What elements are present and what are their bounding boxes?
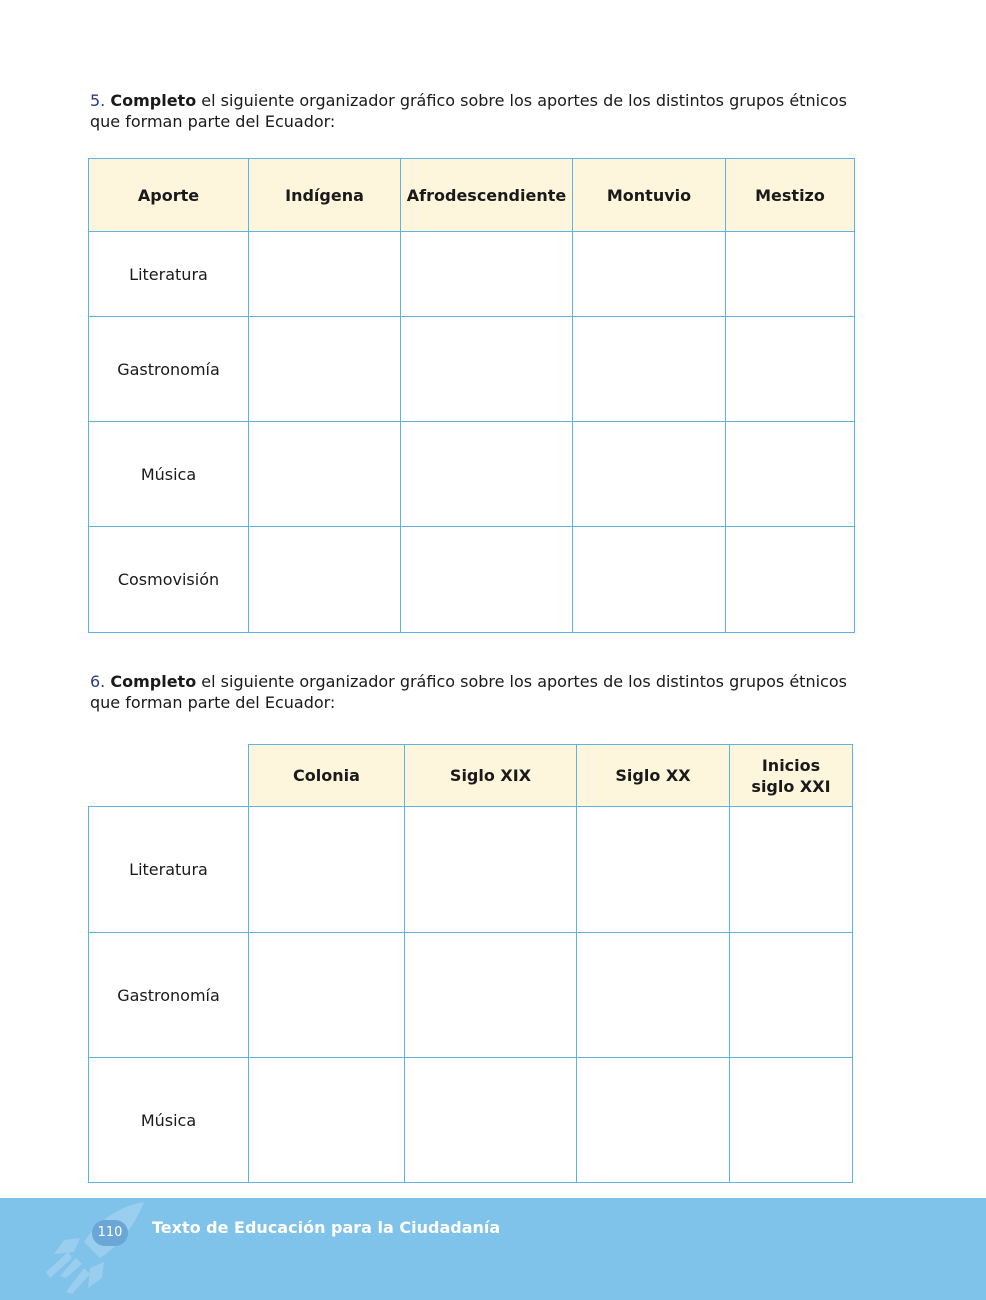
table-header-row <box>89 745 853 807</box>
ethnic-contributions-table <box>88 158 855 633</box>
table-header-row <box>89 159 855 232</box>
answer-cell[interactable] <box>249 933 405 1058</box>
answer-cell[interactable] <box>577 807 730 933</box>
row-label-musica: Música <box>89 422 249 527</box>
row-label-gastronomia: Gastronomía <box>89 933 249 1058</box>
row-label-musica: Música <box>89 1058 249 1183</box>
exercise-6-instruction <box>90 671 870 713</box>
table-row <box>89 933 853 1058</box>
answer-cell[interactable] <box>401 317 573 422</box>
exercise-5-text: el siguiente organizador gráfico sobre los aportes de los distintos grupos étnicos que forman parte del Ecuador: <box>90 91 847 131</box>
answer-cell[interactable] <box>726 527 855 633</box>
header-mestizo: Mestizo <box>726 159 855 232</box>
answer-cell[interactable] <box>249 422 401 527</box>
rocket-icon <box>40 1198 160 1300</box>
historical-contributions-table <box>88 744 853 1183</box>
answer-cell[interactable] <box>730 933 853 1058</box>
answer-cell[interactable] <box>249 232 401 317</box>
table-row <box>89 1058 853 1183</box>
row-label-literatura: Literatura <box>89 807 249 933</box>
answer-cell[interactable] <box>726 422 855 527</box>
row-label-literatura: Literatura <box>89 232 249 317</box>
answer-cell[interactable] <box>726 317 855 422</box>
answer-cell[interactable] <box>726 232 855 317</box>
answer-cell[interactable] <box>249 527 401 633</box>
header-siglo-xx: Siglo XX <box>577 745 730 807</box>
header-siglo-xxi-line: siglo XXI <box>751 776 831 796</box>
empty-corner-cell <box>89 745 249 807</box>
answer-cell[interactable] <box>573 232 726 317</box>
answer-cell[interactable] <box>405 807 577 933</box>
answer-cell[interactable] <box>573 422 726 527</box>
header-inicios-line: Inicios <box>761 755 821 775</box>
exercise-6-verb: Completo <box>110 672 197 691</box>
answer-cell[interactable] <box>249 1058 405 1183</box>
header-afrodescendiente: Afrodescendiente <box>401 159 573 232</box>
header-siglo-xix: Siglo XIX <box>405 745 577 807</box>
answer-cell[interactable] <box>401 527 573 633</box>
exercise-5-verb: Completo <box>110 91 197 110</box>
header-colonia: Colonia <box>249 745 405 807</box>
answer-cell[interactable] <box>577 1058 730 1183</box>
answer-cell[interactable] <box>577 933 730 1058</box>
table-row <box>89 232 855 317</box>
answer-cell[interactable] <box>405 933 577 1058</box>
table-row <box>89 317 855 422</box>
page-number: 110 <box>92 1220 128 1246</box>
header-inicios-siglo-xxi <box>730 745 853 807</box>
answer-cell[interactable] <box>573 317 726 422</box>
answer-cell[interactable] <box>249 317 401 422</box>
answer-cell[interactable] <box>730 1058 853 1183</box>
answer-cell[interactable] <box>401 422 573 527</box>
header-indigena: Indígena <box>249 159 401 232</box>
table-row <box>89 422 855 527</box>
header-montuvio: Montuvio <box>573 159 726 232</box>
table-row <box>89 807 853 933</box>
answer-cell[interactable] <box>573 527 726 633</box>
exercise-6-text: el siguiente organizador gráfico sobre los aportes de los distintos grupos étnicos que forman parte del Ecuador: <box>90 672 847 712</box>
book-title: Texto de Educación para la Ciudadanía <box>152 1218 501 1237</box>
exercise-6-number: 6. <box>90 672 106 691</box>
table-row <box>89 527 855 633</box>
answer-cell[interactable] <box>730 807 853 933</box>
answer-cell[interactable] <box>249 807 405 933</box>
exercise-5-instruction <box>90 90 870 132</box>
page-footer <box>0 1198 986 1300</box>
header-aporte: Aporte <box>89 159 249 232</box>
answer-cell[interactable] <box>401 232 573 317</box>
row-label-cosmovision: Cosmovisión <box>89 527 249 633</box>
answer-cell[interactable] <box>405 1058 577 1183</box>
row-label-gastronomia: Gastronomía <box>89 317 249 422</box>
exercise-5-number: 5. <box>90 91 106 110</box>
